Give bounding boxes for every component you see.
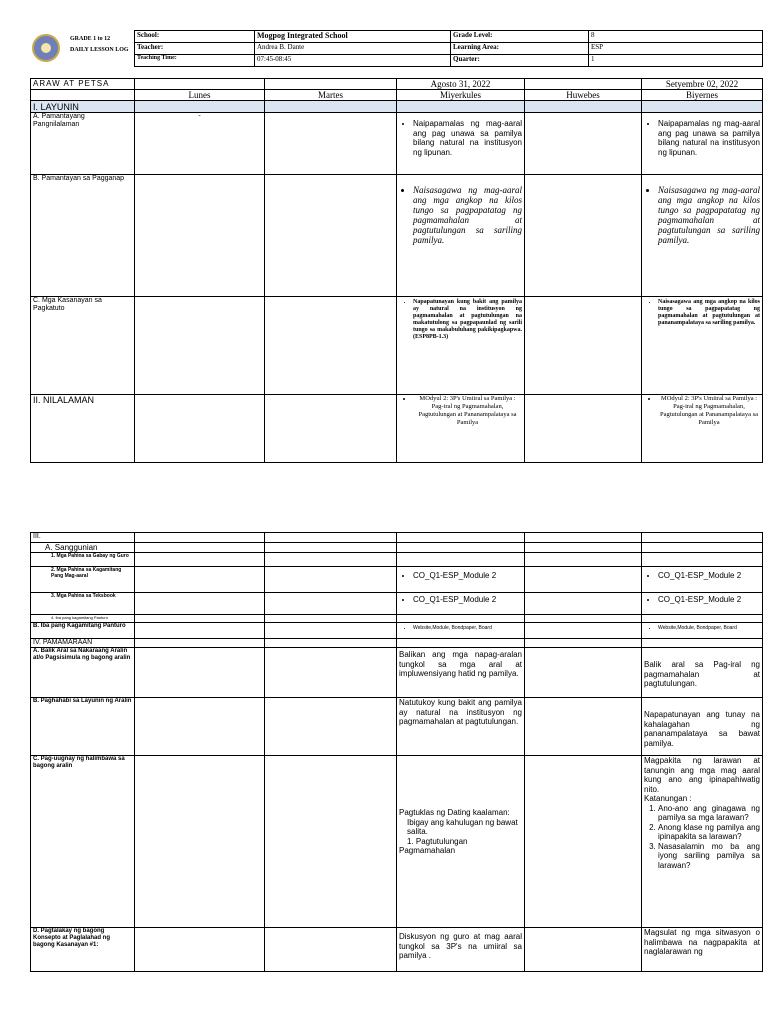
pagtalakay-label: D. Pagtalakay ng bagong Konsepto at Paglalahad ng bagong Kasanayan #1: <box>31 928 135 972</box>
log-label: DAILY LESSON LOG <box>70 47 129 53</box>
row-a-wednesday <box>397 113 525 175</box>
balik-aral-label: A. Balik Aral sa Nakaraang Aralin at/o Pagsisimula ng bagong aralin <box>31 648 135 698</box>
row-a-monday: - <box>135 113 265 175</box>
row-c-fri-item: • Naisasagawa ang mga angkop na kilos tungo sa pagpapatatag ng pagmamahalan at pagtutulungan at pananampalataya sa sariling pamilya. <box>658 299 760 327</box>
date-wednesday: Agosto 31, 2022 <box>397 79 525 90</box>
grade-label: GRADE 1 to 12 <box>70 36 111 42</box>
pag-uugnay-fri-question: 3. Nasasalamin mo ba ang iyong sariling pamilya sa larawan? <box>658 842 760 871</box>
iba-friday <box>642 623 763 639</box>
pag-uugnay-wednesday <box>397 756 525 928</box>
grade-level-value: 8 <box>589 31 763 43</box>
kagamitan-fri-item: • CO_Q1-ESP_Module 2 <box>658 571 760 581</box>
day-tuesday: Martes <box>265 90 397 101</box>
kagamitan-wed-item: • CO_Q1-ESP_Module 2 <box>413 571 522 581</box>
time-value: 07:45-08:45 <box>255 55 451 67</box>
iba-wed-item: • Website,Module, Bondpaper, Board <box>413 625 522 631</box>
paghahabi-friday: Napapatunayan ang tunay na kahalagahan ng pananampalataya sa bawat pamilya. <box>642 698 763 756</box>
pag-uugnay-label: C. Pag-uugnay ng halimbawa sa bagong aralin <box>31 756 135 928</box>
row-label-pamantayan-sa-pagganap: B. Pamantayan sa Pagganap <box>31 175 135 297</box>
deped-seal-icon <box>32 34 60 62</box>
day-wednesday: Miyerkules <box>397 90 525 101</box>
pagtalakay-wednesday: Diskusyon ng guro at mag aaral tungkol sa 3P's na umiiral sa pamilya . <box>397 928 525 972</box>
teksbuk-wednesday <box>397 593 525 615</box>
nilalaman-friday <box>642 395 763 463</box>
sanggunian-label: A. Sanggunian <box>31 543 135 553</box>
area-label: Learning Area: <box>451 43 589 55</box>
paghahabi-label: B. Paghahabi sa Layunin ng Aralin <box>31 698 135 756</box>
portal-label: 4. Iba pang kagamitang Panturo <box>31 615 135 623</box>
nilalaman-wed-item: • MOdyul 2: 3P's Umiiral sa Pamilya : Pag-iral ng Pagmamahalan, Pagtutulungan at Pananampalataya sa Pamilya <box>413 395 522 427</box>
balik-aral-wednesday: Balikan ang mga napag-aralan tungkol sa mga aral at impluwensiyang hatid ng pamilya. <box>397 648 525 698</box>
pag-uugnay-fri-intro: Magpakita ng larawan at tanungin ang mga mag aaral kung ano ang ipinapahiwatig nito. <box>644 756 760 794</box>
nilalaman-fri-item: • MOdyul 2: 3P's Umiiral sa Pamilya : Pag-iral ng Pagmamahalan, Pagtutulungan at Pananampalataya sa Pamilya <box>658 395 760 427</box>
date-friday: Setyembre 02, 2022 <box>642 79 763 90</box>
pag-uugnay-wed-item-2: Pagmamahalan <box>399 846 456 855</box>
row-label-mga-kasanayan: C. Mga Kasanayan sa Pagkatuto <box>31 297 135 395</box>
header-info-table <box>134 30 763 67</box>
area-value: ESP <box>589 43 763 55</box>
iba-wednesday <box>397 623 525 639</box>
row-c-wednesday <box>397 297 525 395</box>
school-value: Mogpog Integrated School <box>255 31 451 43</box>
section-nilalaman: II. NILALAMAN <box>31 395 135 463</box>
pag-uugnay-fri-question: 1. Ano-ano ang ginagawa ng pamilya sa mga larawan? <box>658 804 760 823</box>
kagamitan-friday <box>642 567 763 593</box>
grade-level-label: Grade Level: <box>451 31 589 43</box>
lesson-table-2 <box>30 532 763 972</box>
pag-uugnay-wed-title: Pagtuklas ng Dating kaalaman: <box>399 808 510 817</box>
lesson-table-1 <box>30 78 763 463</box>
pag-uugnay-fri-question: 2. Anong klase ng pamilya ang ipinapakita sa larawan? <box>658 823 760 842</box>
gabay-label: 1. Mga Pahina sa Gabay ng Guro <box>31 553 135 567</box>
row-label-pamantayang-pangnilalaman: A. Pamantayang Pangnilalaman <box>31 113 135 175</box>
day-thursday: Huwebes <box>525 90 642 101</box>
row-iii: III. <box>31 533 135 543</box>
kagamitan-label: 2. Mga Pahina sa Kagamitang Pang Mag-aaral <box>31 567 135 593</box>
pag-uugnay-wed-instruction: Ibigay ang kahulugan ng bawat salita. <box>407 817 518 836</box>
section-pamamaraan: IV. PAMAMARAAN <box>31 639 135 648</box>
teacher-value: Andrea B. Dante <box>255 43 451 55</box>
time-label: Teaching Time: <box>135 55 255 67</box>
row-b-fri-item: • Naisasagawa ng mag-aaral ang mga angkop na kilos tungo sa pagpapatatag ng pagmamahalan at pagtutulungan sa sariling pamilya. <box>658 185 760 245</box>
araw-label: ARAW AT PETSA <box>31 79 135 90</box>
row-b-friday <box>642 175 763 297</box>
row-a-fri-item: • Naipapamalas ng mag-aaral ang pag unawa sa pamilya bilang natural na institusyon ng lipunan. <box>658 119 760 157</box>
row-b-wed-item: • Naisasagawa ng mag-aaral ang mga angkop na kilos tungo sa pagpapatatag ng pagmamahalan at pagtutulungan sa sariling pamilya. <box>413 185 522 245</box>
section-layunin: I. LAYUNIN <box>31 101 135 113</box>
iba-fri-item: • Website,Module, Bondpaper, Board <box>658 625 760 631</box>
iba-label: B. Iba pang Kagamitang Panturo <box>31 623 135 639</box>
teacher-label: Teacher: <box>135 43 255 55</box>
day-friday: Biyernes <box>642 90 763 101</box>
row-b-wednesday <box>397 175 525 297</box>
kagamitan-wednesday <box>397 567 525 593</box>
pag-uugnay-wed-item-1: 1. Pagtutulungan <box>407 836 468 846</box>
row-a-wed-item: • Naipapamalas ng mag-aaral ang pag unawa sa pamilya bilang natural na institusyon ng lipunan. <box>413 119 522 157</box>
row-a-friday <box>642 113 763 175</box>
teksbuk-label: 3. Mga Pahina sa Teksbook <box>31 593 135 615</box>
pag-uugnay-friday <box>642 756 763 928</box>
nilalaman-wednesday <box>397 395 525 463</box>
row-c-wed-item: • Napapatunayan kung bakit ang pamilya ay natural na institusyon ng pagmamahalan at pagtutulungan na makatutulong sa pagpapaunlad ng sarili tungo sa makabuluhang pakikipagkapwa. (ESP8PB-1.3) <box>413 299 522 341</box>
row-c-friday <box>642 297 763 395</box>
school-label: School: <box>135 31 255 43</box>
teksbuk-wed-item: • CO_Q1-ESP_Module 2 <box>413 595 522 605</box>
quarter-value: 1 <box>589 55 763 67</box>
day-monday: Lunes <box>135 90 265 101</box>
quarter-label: Quarter: <box>451 55 589 67</box>
paghahabi-wednesday: Natutukoy kung bakit ang pamilya ay natural na institusyon ng pagmamahalan at pagtutulungan. <box>397 698 525 756</box>
teksbuk-fri-item: • CO_Q1-ESP_Module 2 <box>658 595 760 605</box>
pag-uugnay-fri-question-label: Katanungan : <box>644 794 692 803</box>
header-logo-block <box>30 30 134 66</box>
balik-aral-friday: Balik aral sa Pag-iral ng pagmamahalan at pagtutulungan. <box>642 648 763 698</box>
pagtalakay-friday: Magsulat ng mga sitwasyon o halimbawa na nagpapakita at naglalarawan ng <box>642 928 763 972</box>
teksbuk-friday <box>642 593 763 615</box>
